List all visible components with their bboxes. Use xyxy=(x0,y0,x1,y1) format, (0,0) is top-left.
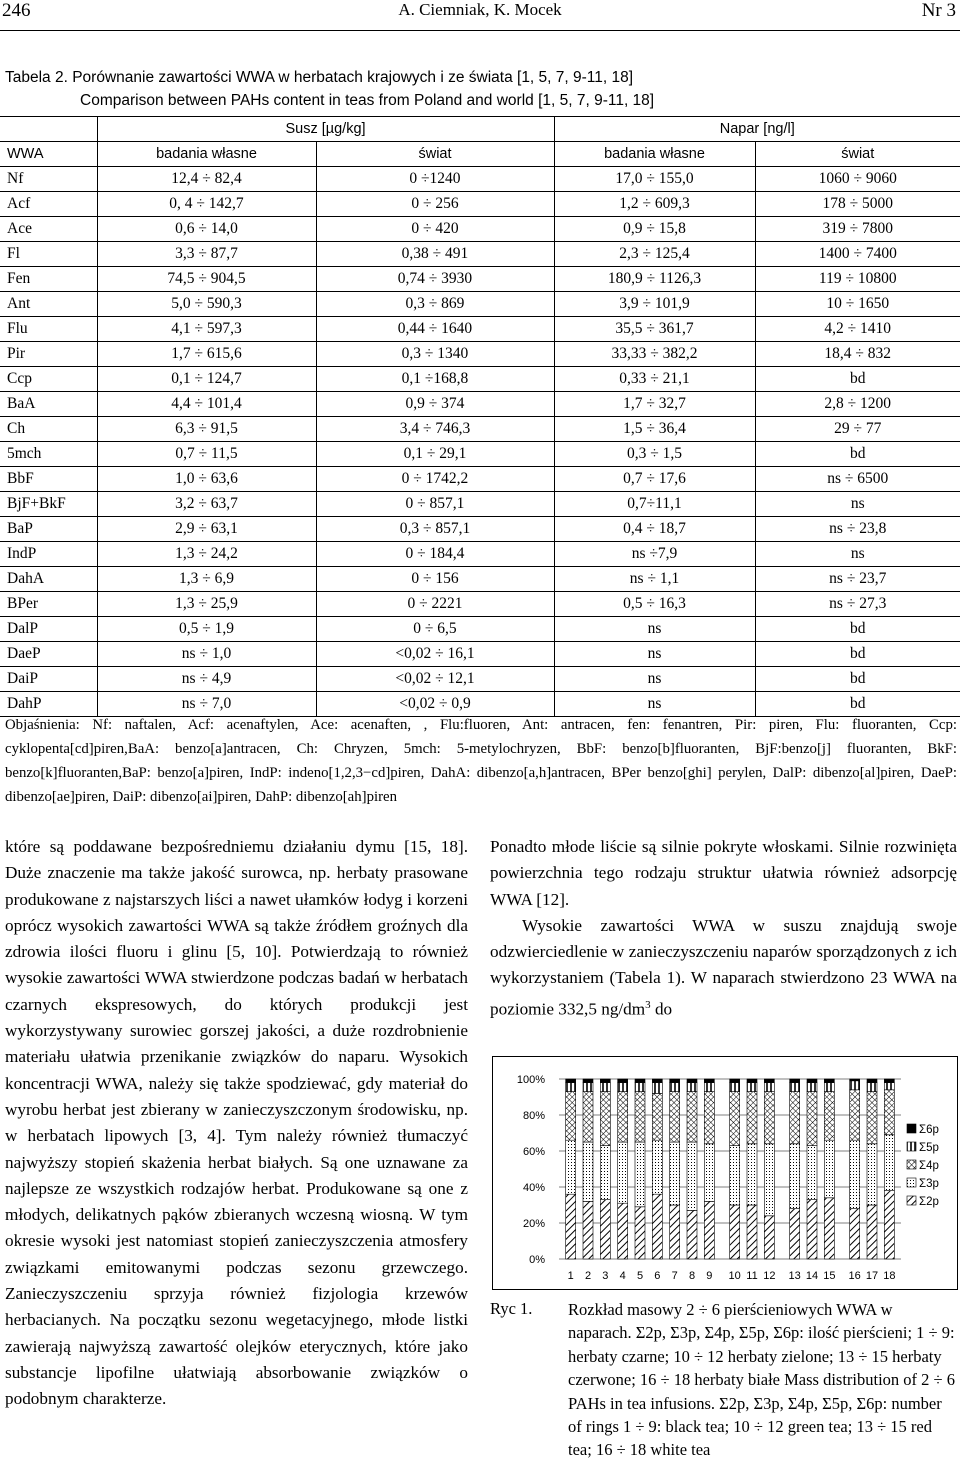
cell-own-dry: 0,1 ÷ 124,7 xyxy=(97,367,316,392)
table-row xyxy=(0,492,960,517)
table-caption-pl: Tabela 2. Porównanie zawartości WWA w herbatach krajowych i ze świata [1, 5, 7, 9-11, 18] xyxy=(5,69,634,86)
col-header-world-dry: świat xyxy=(316,142,554,167)
bar-segment xyxy=(566,1194,576,1259)
x-tick-label: 15 xyxy=(823,1270,836,1282)
legend-label: Σ5p xyxy=(919,1142,939,1154)
cell-own-infusion: 0,3 ÷ 1,5 xyxy=(554,442,755,467)
bar-segment xyxy=(867,1144,877,1205)
bar-segment xyxy=(884,1079,894,1083)
bar-segment xyxy=(618,1083,628,1092)
cell-row-label: Acf xyxy=(0,192,97,217)
bar-segment xyxy=(790,1209,800,1259)
cell-row-label: 5mch xyxy=(0,442,97,467)
bar-segment xyxy=(850,1209,860,1259)
table-row xyxy=(0,592,960,617)
x-tick-label: 17 xyxy=(865,1270,879,1282)
running-authors: A. Ciemniak, K. Mocek xyxy=(398,0,562,19)
bar-segment xyxy=(652,1079,662,1083)
x-tick-label: 3 xyxy=(602,1270,609,1282)
bar-segment xyxy=(807,1092,817,1146)
cell-row-label: DahA xyxy=(0,567,97,592)
bar-segment xyxy=(764,1216,774,1259)
cell-own-dry: 12,4 ÷ 82,4 xyxy=(97,167,316,192)
bar-segment xyxy=(884,1135,894,1191)
bar-segment xyxy=(824,1198,834,1259)
bar-segment xyxy=(583,1083,593,1092)
bar-segment xyxy=(867,1205,877,1259)
bar-segment xyxy=(704,1083,714,1092)
cell-world-infusion: ns xyxy=(755,492,960,517)
cell-world-infusion: bd xyxy=(755,367,960,392)
cell-world-infusion: ns ÷ 6500 xyxy=(755,467,960,492)
bar-segment xyxy=(600,1200,610,1259)
group-header-infusion: Napar [ng/l] xyxy=(554,117,960,142)
legend-label: Σ4p xyxy=(919,1160,939,1172)
bar-segment xyxy=(652,1093,662,1140)
cell-row-label: Flu xyxy=(0,317,97,342)
table-row xyxy=(0,467,960,492)
cell-own-dry: 6,3 ÷ 91,5 xyxy=(97,417,316,442)
bar-segment xyxy=(867,1083,877,1092)
cell-own-dry: 4,1 ÷ 597,3 xyxy=(97,317,316,342)
cell-world-infusion: 4,2 ÷ 1410 xyxy=(755,317,960,342)
cell-own-infusion: 17,0 ÷ 155,0 xyxy=(554,167,755,192)
cell-row-label: IndP xyxy=(0,542,97,567)
bar-segment xyxy=(566,1092,576,1141)
cell-world-infusion: bd xyxy=(755,442,960,467)
bar-segment xyxy=(704,1092,714,1144)
cell-own-infusion: 0,5 ÷ 16,3 xyxy=(554,592,755,617)
cell-row-label: DahP xyxy=(0,692,97,717)
cell-row-label: Pir xyxy=(0,342,97,367)
table-row xyxy=(0,417,960,442)
legend-swatch xyxy=(907,1160,916,1169)
cell-world-infusion: 10 ÷ 1650 xyxy=(755,292,960,317)
cell-own-dry: 3,3 ÷ 87,7 xyxy=(97,242,316,267)
bar-segment xyxy=(635,1207,645,1259)
column-header-row xyxy=(0,142,960,167)
cell-world-infusion: ns xyxy=(755,542,960,567)
cell-world-infusion: 18,4 ÷ 832 xyxy=(755,342,960,367)
cell-own-infusion: 0,7÷11,1 xyxy=(554,492,755,517)
table-row xyxy=(0,217,960,242)
bar-segment xyxy=(790,1079,800,1083)
cell-world-infusion: bd xyxy=(755,642,960,667)
cell-world-dry: 0 ÷ 857,1 xyxy=(316,492,554,517)
legend-swatch xyxy=(907,1178,916,1187)
cell-own-dry: ns ÷ 1,0 xyxy=(97,642,316,667)
figure-caption: Rozkład masowy 2 ÷ 6 pierścieniowych WWA w naparach. Σ2p, Σ3p, Σ4p, Σ5p, Σ6p: ilość pierścieni; 1 ÷ 9: herbaty czarne; 10 ÷ 12 herbaty zielone; 13 ÷ 15 herbaty czerwone; 16 ÷ 18 herbaty białe Mass distribution of 2 ÷ 6 PAHs in tea infusions. Σ2p, Σ3p, Σ4p, Σ5p, Σ6p: number of rings 1 ÷ 9: black tea; 10 ÷ 12 green tea; 13 ÷ 15 red tea; 16 ÷ 18 white tea xyxy=(568,1300,955,1460)
bar-segment xyxy=(583,1079,593,1083)
cell-own-dry: 1,0 ÷ 63,6 xyxy=(97,467,316,492)
cell-own-dry: 0,6 ÷ 14,0 xyxy=(97,217,316,242)
cell-own-dry: ns ÷ 7,0 xyxy=(97,692,316,717)
cell-row-label: DalP xyxy=(0,617,97,642)
bar-segment xyxy=(687,1079,697,1083)
bar-segment xyxy=(764,1079,774,1083)
y-tick-label: 40% xyxy=(522,1182,545,1194)
cell-own-dry: 2,9 ÷ 63,1 xyxy=(97,517,316,542)
bar-segment xyxy=(747,1205,757,1259)
cell-row-label: BjF+BkF xyxy=(0,492,97,517)
cell-own-infusion: 33,33 ÷ 382,2 xyxy=(554,342,755,367)
cell-own-infusion: 1,7 ÷ 32,7 xyxy=(554,392,755,417)
cell-row-label: Nf xyxy=(0,167,97,192)
x-tick-label: 18 xyxy=(883,1270,896,1282)
cell-world-dry: 0 ÷1240 xyxy=(316,167,554,192)
cell-own-infusion: 0,9 ÷ 15,8 xyxy=(554,217,755,242)
cell-own-dry: 4,4 ÷ 101,4 xyxy=(97,392,316,417)
bar-segment xyxy=(764,1144,774,1216)
bar-segment xyxy=(687,1210,697,1259)
bar-segment xyxy=(566,1140,576,1194)
bar-segment xyxy=(824,1140,834,1198)
legend-label: Σ3p xyxy=(919,1178,939,1190)
table-row xyxy=(0,442,960,467)
cell-row-label: Ace xyxy=(0,217,97,242)
bar-segment xyxy=(790,1144,800,1209)
bar-segment xyxy=(807,1079,817,1083)
x-tick-label: 5 xyxy=(636,1270,644,1282)
cell-world-dry: 0 ÷ 256 xyxy=(316,192,554,217)
cell-own-dry: 0,5 ÷ 1,9 xyxy=(97,617,316,642)
bar-segment xyxy=(824,1079,834,1083)
cell-row-label: DaeP xyxy=(0,642,97,667)
chart-svg xyxy=(493,1057,957,1289)
bar-segment xyxy=(790,1092,800,1144)
bar-segment xyxy=(618,1203,628,1259)
bar-segment xyxy=(730,1205,740,1259)
cell-world-infusion: bd xyxy=(755,667,960,692)
cell-world-infusion: ns ÷ 23,7 xyxy=(755,567,960,592)
table-corner xyxy=(0,117,97,142)
bar-segment xyxy=(807,1146,817,1200)
bar-segment xyxy=(824,1083,834,1092)
legend-label: Σ2p xyxy=(919,1196,939,1208)
table-row xyxy=(0,192,960,217)
cell-own-dry: 1,7 ÷ 615,6 xyxy=(97,342,316,367)
x-tick-label: 1 xyxy=(567,1270,574,1282)
y-tick-label: 20% xyxy=(522,1218,545,1230)
bar-segment xyxy=(583,1201,593,1259)
body-column-right xyxy=(490,834,957,1023)
cell-own-dry: 1,3 ÷ 24,2 xyxy=(97,542,316,567)
cell-world-infusion: bd xyxy=(755,692,960,717)
cell-world-infusion: 1060 ÷ 9060 xyxy=(755,167,960,192)
table-row xyxy=(0,167,960,192)
bar-segment xyxy=(618,1079,628,1083)
cell-world-dry: 0,9 ÷ 374 xyxy=(316,392,554,417)
table-caption xyxy=(5,66,654,112)
bar-segment xyxy=(687,1092,697,1142)
paragraph: Wysokie zawartości WWA w suszu znajdują swoje odzwierciedlenie w zanieczyszczeniu naparów sporządzonych z ich wykorzystaniem (Tabela 1). W naparach stwierdzono 23 WWA na poziomie 332,5 $ng/dm^3$ do xyxy=(490,915,957,1019)
cell-own-dry: 5,0 ÷ 590,3 xyxy=(97,292,316,317)
bar-segment xyxy=(566,1079,576,1083)
bar-segment xyxy=(764,1083,774,1092)
x-tick-label: 14 xyxy=(805,1270,819,1282)
table-row xyxy=(0,567,960,592)
cell-own-dry: 1,3 ÷ 25,9 xyxy=(97,592,316,617)
x-tick-label: 10 xyxy=(728,1270,741,1282)
body-column-left xyxy=(5,834,468,1413)
bar-segment xyxy=(884,1090,894,1135)
table-row xyxy=(0,367,960,392)
cell-own-infusion: 0,7 ÷ 17,6 xyxy=(554,467,755,492)
cell-world-dry: 0,3 ÷ 857,1 xyxy=(316,517,554,542)
cell-world-infusion: 29 ÷ 77 xyxy=(755,417,960,442)
cell-row-label: Ch xyxy=(0,417,97,442)
table-row xyxy=(0,642,960,667)
cell-own-infusion: ns ÷ 1,1 xyxy=(554,567,755,592)
cell-row-label: Fl xyxy=(0,242,97,267)
y-tick-label: 100% xyxy=(516,1074,545,1086)
cell-world-dry: 0,74 ÷ 3930 xyxy=(316,267,554,292)
cell-world-infusion: 119 ÷ 10800 xyxy=(755,267,960,292)
col-header-own-dry: badania własne xyxy=(97,142,316,167)
y-tick-label: 80% xyxy=(522,1110,545,1122)
legend-swatch xyxy=(907,1142,916,1151)
bar-segment xyxy=(747,1079,757,1083)
bar-segment xyxy=(850,1140,860,1208)
x-tick-label: 9 xyxy=(706,1270,713,1282)
table-row xyxy=(0,242,960,267)
page-number: 246 xyxy=(2,0,31,21)
bar-segment xyxy=(618,1092,628,1142)
cell-row-label: BPer xyxy=(0,592,97,617)
cell-row-label: BbF xyxy=(0,467,97,492)
table-row xyxy=(0,267,960,292)
bar-segment xyxy=(704,1201,714,1259)
bar-segment xyxy=(730,1083,740,1092)
bar-segment xyxy=(652,1140,662,1194)
x-tick-label: 2 xyxy=(584,1270,592,1282)
col-header-wwa: WWA xyxy=(0,142,97,167)
bar-segment xyxy=(747,1083,757,1092)
bar-segment xyxy=(850,1090,860,1140)
bar-segment xyxy=(670,1079,680,1083)
bar-segment xyxy=(704,1144,714,1202)
table-row xyxy=(0,617,960,642)
legend-swatch xyxy=(907,1124,916,1133)
bar-segment xyxy=(583,1142,593,1201)
cell-own-infusion: ns xyxy=(554,667,755,692)
cell-own-infusion: 180,9 ÷ 1126,3 xyxy=(554,267,755,292)
col-header-own-inf: badania własne xyxy=(554,142,755,167)
cell-world-infusion: ns ÷ 27,3 xyxy=(755,592,960,617)
cell-world-infusion: 319 ÷ 7800 xyxy=(755,217,960,242)
x-tick-label: 7 xyxy=(671,1270,678,1282)
bar-segment xyxy=(884,1083,894,1090)
cell-world-dry: 0,44 ÷ 1640 xyxy=(316,317,554,342)
issue-number: Nr 3 xyxy=(921,0,956,21)
bar-segment xyxy=(670,1083,680,1092)
legend-swatch xyxy=(907,1196,916,1205)
cell-world-infusion: 2,8 ÷ 1200 xyxy=(755,392,960,417)
cell-world-dry: <0,02 ÷ 16,1 xyxy=(316,642,554,667)
cell-own-dry: 3,2 ÷ 63,7 xyxy=(97,492,316,517)
x-tick-label: 6 xyxy=(654,1270,661,1282)
bar-segment xyxy=(652,1194,662,1259)
bar-segment xyxy=(635,1079,645,1083)
bar-segment xyxy=(747,1092,757,1144)
bar-segment xyxy=(824,1092,834,1141)
figure-label: Ryc 1. xyxy=(490,1299,533,1318)
bar-segment xyxy=(670,1205,680,1259)
bar-segment xyxy=(867,1079,877,1083)
legend-label: Σ6p xyxy=(919,1124,939,1136)
table-row xyxy=(0,517,960,542)
bar-segment xyxy=(850,1081,860,1090)
page-header xyxy=(0,0,960,31)
cell-own-infusion: 3,9 ÷ 101,9 xyxy=(554,292,755,317)
table-row xyxy=(0,292,960,317)
bar-segment xyxy=(704,1079,714,1083)
cell-row-label: BaA xyxy=(0,392,97,417)
pah-comparison-table xyxy=(0,116,960,717)
cell-row-label: DaiP xyxy=(0,667,97,692)
bar-segment xyxy=(687,1142,697,1210)
bar-segment xyxy=(618,1142,628,1203)
bar-segment xyxy=(566,1083,576,1092)
cell-own-infusion: ns ÷7,9 xyxy=(554,542,755,567)
cell-world-dry: 0 ÷ 1742,2 xyxy=(316,467,554,492)
cell-world-infusion: 178 ÷ 5000 xyxy=(755,192,960,217)
x-tick-label: 16 xyxy=(848,1270,861,1282)
bar-segment xyxy=(670,1142,680,1205)
x-tick-label: 12 xyxy=(763,1270,776,1282)
x-tick-label: 11 xyxy=(746,1270,758,1282)
cell-world-dry: <0,02 ÷ 0,9 xyxy=(316,692,554,717)
cell-own-infusion: ns xyxy=(554,617,755,642)
bar-segment xyxy=(730,1079,740,1083)
table-caption-en: Comparison between PAHs content in teas from Poland and world [1, 5, 7, 9-11, 18] xyxy=(80,92,655,109)
bar-segment xyxy=(730,1146,740,1205)
bar-segment xyxy=(867,1092,877,1144)
cell-own-infusion: 2,3 ÷ 125,4 xyxy=(554,242,755,267)
cell-world-dry: 0 ÷ 184,4 xyxy=(316,542,554,567)
cell-own-infusion: 0,33 ÷ 21,1 xyxy=(554,367,755,392)
cell-world-dry: 0,3 ÷ 869 xyxy=(316,292,554,317)
cell-own-infusion: 35,5 ÷ 361,7 xyxy=(554,317,755,342)
group-header-dry: Susz [µg/kg] xyxy=(97,117,554,142)
paragraph: Ponadto młode liście są silnie pokryte włoskami. Silnie rozwinięta powierzchnia tego rodzaju struktur ułatwia również adsorpcję WWA [12]. xyxy=(490,837,957,909)
table-row xyxy=(0,667,960,692)
cell-row-label: BaP xyxy=(0,517,97,542)
cell-world-infusion: ns ÷ 23,8 xyxy=(755,517,960,542)
table-row xyxy=(0,342,960,367)
cell-row-label: Ant xyxy=(0,292,97,317)
cell-world-dry: 0 ÷ 2221 xyxy=(316,592,554,617)
cell-own-infusion: 1,2 ÷ 609,3 xyxy=(554,192,755,217)
cell-own-infusion: ns xyxy=(554,642,755,667)
bar-segment xyxy=(807,1200,817,1259)
cell-world-dry: 0,1 ÷168,8 xyxy=(316,367,554,392)
bar-segment xyxy=(850,1079,860,1081)
x-tick-label: 4 xyxy=(619,1270,626,1282)
cell-own-dry: 74,5 ÷ 904,5 xyxy=(97,267,316,292)
cell-world-dry: 0,1 ÷ 29,1 xyxy=(316,442,554,467)
cell-world-dry: 0 ÷ 6,5 xyxy=(316,617,554,642)
col-header-world-inf: świat xyxy=(755,142,960,167)
cell-world-dry: <0,02 ÷ 12,1 xyxy=(316,667,554,692)
x-tick-label: 8 xyxy=(688,1270,696,1282)
cell-world-infusion: bd xyxy=(755,617,960,642)
cell-own-dry: ns ÷ 4,9 xyxy=(97,667,316,692)
bar-segment xyxy=(670,1092,680,1142)
table-row xyxy=(0,542,960,567)
bar-segment xyxy=(652,1083,662,1094)
x-tick-label: 13 xyxy=(788,1270,801,1282)
bar-segment xyxy=(600,1146,610,1200)
cell-own-dry: 0,7 ÷ 11,5 xyxy=(97,442,316,467)
bar-segment xyxy=(884,1191,894,1259)
bar-segment xyxy=(730,1092,740,1146)
cell-world-dry: 0,3 ÷ 1340 xyxy=(316,342,554,367)
cell-own-infusion: 0,4 ÷ 18,7 xyxy=(554,517,755,542)
cell-own-infusion: 1,5 ÷ 36,4 xyxy=(554,417,755,442)
cell-row-label: Ccp xyxy=(0,367,97,392)
cell-world-infusion: 1400 ÷ 7400 xyxy=(755,242,960,267)
cell-world-dry: 0 ÷ 420 xyxy=(316,217,554,242)
bar-segment xyxy=(635,1142,645,1207)
cell-own-infusion: ns xyxy=(554,692,755,717)
cell-own-dry: 1,3 ÷ 6,9 xyxy=(97,567,316,592)
cell-own-dry: 0, 4 ÷ 142,7 xyxy=(97,192,316,217)
ring-distribution-chart xyxy=(492,1056,958,1290)
table-row xyxy=(0,317,960,342)
bar-segment xyxy=(600,1083,610,1092)
bar-segment xyxy=(583,1092,593,1142)
cell-world-dry: 3,4 ÷ 746,3 xyxy=(316,417,554,442)
table-row xyxy=(0,392,960,417)
y-tick-label: 0% xyxy=(529,1254,545,1266)
bar-segment xyxy=(600,1079,610,1083)
bar-segment xyxy=(635,1092,645,1142)
y-tick-label: 60% xyxy=(522,1146,545,1158)
abbreviation-explanation: Objaśnienia: Nf: naftalen, Acf: acenaftylen, Ace: acenaften, , Flu:fluoren, Ant: antracen, fen: fenantren, Pir: piren, Flu: fluoranten, Ccp: cyklopenta[cd]piren,BaA: benzo[a]antracen, Ch: Chryzen, 5mch: 5-metylochryzen, BbF: benzo[b]fluoranten, BjF:benzo[j] fluoranten, BkF: benzo[k]fluoranten,BaP: benzo[a]piren, IndP: indeno[1,2,3−cd]piren, DahA: dibenzo[a,h]antracen, BPer benzo[ghi] perylen, DalP: dibenzo[al]piren, DaeP: dibenzo[ae]piren, DaiP: dibenzo[ai]piren, DahP: dibenzo[ah]piren xyxy=(5,717,957,805)
bar-segment xyxy=(790,1083,800,1092)
paragraph: które są poddawane bezpośredniemu działaniu dymu [15, 18]. Duże znaczenie ma także jakość surowca, np. herbaty prasowane produkowane z najstarszych liści a nawet ułamków łodyg i korzeni oprócz wysokich zawartości WWA są także źródłem groźnych dla zdrowia ilości fluoru i glinu [5, 10]. Potwierdzają to również wysokie zawartości WWA stwierdzone podczas badań w herbatach czarnych ekspresowych, do których produkcji jest wykorzystywany surowiec gorszej jakości, a duże rozdrobnienie materiału ułatwia przenikanie związków do naparu. Wysokich koncentracji WWA, należy się także spodziewać, gdy materiał do wyrobu herbat jest zbierany w zanieczyszczonym środowisku, np. w herbatach lipowych [3, 4]. Tym należy również tłumaczyć najwyższy stopień skażenia herbat białych. Są one uznawane za najlepsze ze wszystkich rodzajów herbat. Produkowane są one z młodych, delikatnych pąków zbieranych wczesną wiosną. W tym okresie wysoki jest natomiast stopień zanieczyszczenia atmosfery związkami emitowanymi podczas sezonu grzewczego. Zanieczyszczeniu sprzyja również fizjologia krzewów herbacianych. Na początku sezonu wegetacyjnego, młode listki zawierają najwyższą zawartość olejków eterycznych, które jako substancje lipofilne ułatwiają absorbowanie związków o podobnym charakterze. xyxy=(5,837,468,1409)
cell-row-label: Fen xyxy=(0,267,97,292)
cell-world-dry: 0 ÷ 156 xyxy=(316,567,554,592)
bar-segment xyxy=(764,1092,774,1144)
bar-segment xyxy=(600,1092,610,1146)
bar-segment xyxy=(687,1083,697,1092)
bar-segment xyxy=(635,1083,645,1092)
bar-segment xyxy=(747,1144,757,1205)
cell-world-dry: 0,38 ÷ 491 xyxy=(316,242,554,267)
bar-segment xyxy=(807,1083,817,1092)
